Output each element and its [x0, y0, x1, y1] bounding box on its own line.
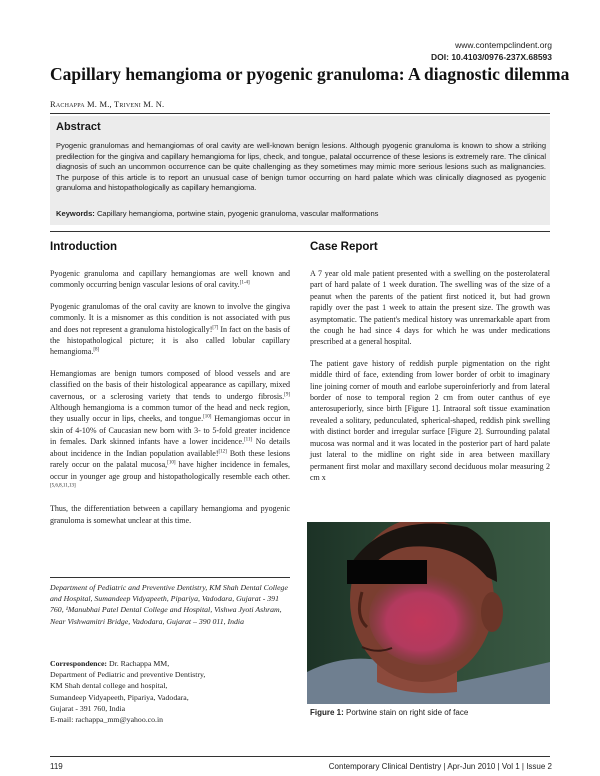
case-paragraph-1: A 7 year old male patient presented with a swelling on the posterolateral part of hard palate of 1 week duration. The swelling was of the size of a peanut when the parents of the patient first noticed it, but had grown rapidly over the past 1 week to attain the present size. The growth was asymptomatic. The patient's medical history was unremarkable apart from the cough he had since 4 days for which he was under medications prescribed at a general hospital.	[310, 269, 550, 347]
case-report-body	[310, 268, 550, 493]
correspondence-line: Gujarat - 391 760, India	[50, 703, 126, 713]
intro-paragraph-4: Thus, the differentiation between a capillary hemangioma and pyogenic granuloma is somewhat unclear at this time.	[50, 504, 290, 525]
top-divider	[50, 113, 550, 114]
doi: DOI: 10.4103/0976-237X.68593	[431, 52, 552, 62]
figure-label: Figure 1:	[310, 708, 344, 717]
introduction-heading: Introduction	[50, 241, 118, 253]
journal-website: www.contempclindent.org	[455, 40, 552, 50]
page-number: 119	[50, 762, 63, 771]
affiliation-divider	[50, 577, 290, 578]
case-report-heading: Case Report	[310, 241, 378, 253]
correspondence-name: Dr. Rachappa MM,	[107, 659, 170, 668]
correspondence-line: KM Shah dental college and hospital,	[50, 681, 168, 691]
figure-1-photo	[307, 522, 550, 704]
figure-1-caption	[310, 708, 468, 717]
article-title: Capillary hemangioma or pyogenic granuloma: A diagnostic dilemma	[50, 64, 570, 84]
authors: Rachappa M. M., Triveni M. N.	[50, 99, 165, 109]
keywords-list: Capillary hemangioma, portwine stain, pyogenic granuloma, vascular malformations	[96, 209, 379, 218]
correspondence-label: Correspondence:	[50, 659, 108, 668]
correspondence-email: E-mail: rachappa_mm@yahoo.co.in	[50, 715, 164, 725]
affiliation: Department of Pediatric and Preventive Dentistry, KM Shah Dental College and Hospital, Sumandeep Vidyapeeth, Pipariya, Vadodara, Gujarat - 391 760, ¹Manubhai Patel Dental College and Hospital, Vishwa Jyoti Ashram, Near Vishwamitri Bridge, Vadodara, Gujarat – 390 011, India	[50, 583, 288, 626]
intro-paragraph-2: Pyogenic granulomas of the oral cavity are known to involve the gingiva commonly. It is a misnomer as this condition is not associated with pus and does not represent a granuloma histologically![7] In fact on the basis of the histopathological picture; it is also called lobular capillary hemangioma.[8]	[50, 301, 291, 357]
correspondence-line: Sumandeep Vidyapeeth, Pipariya, Vadodara,	[50, 692, 189, 702]
keywords-label: Keywords:	[56, 209, 95, 218]
footer-divider	[50, 756, 550, 757]
journal-citation: Contemporary Clinical Dentistry | Apr-Jun 2010 | Vol 1 | Issue 2	[328, 762, 552, 771]
case-paragraph-2: The patient gave history of reddish purple pigmentation on the right middle third of face, extending from lower border of orbit to imaginary line joining corner of mouth and earlobe superoinferiorly and from lateral border of nose to temporal region 2 cm from outer canthus of eye anterosuperiorly, since birth [Figure 1]. Intraoral soft tissue examination revealed a solitary, pedunculated, spherical-shaped, reddish pink swelling with distinct border and irregular surface [Figure 2]. Surrounding palatal mucosa was normal and it was located in the posterior part of hard palate just lateral to the midline on right side in area between maxillary permanent first molar and maxillary second deciduous molar measuring 2 cm x	[310, 358, 550, 482]
abstract-heading: Abstract	[56, 121, 101, 133]
figure-caption-text: Portwine stain on right side of face	[343, 708, 469, 717]
correspondence	[50, 658, 290, 725]
patient-face-image	[307, 522, 550, 704]
intro-paragraph-1: Pyogenic granuloma and capillary hemangiomas are well known and commonly occurring benign vascular lesions of oral cavity.[1-4]	[50, 269, 290, 290]
introduction-body	[50, 268, 290, 536]
abstract-divider	[50, 231, 550, 232]
correspondence-line: Department of Pediatric and preventive Dentistry,	[50, 670, 206, 680]
intro-paragraph-3: Hemangiomas are benign tumors composed of blood vessels and are classified on the basis of their histological appearance as capillary, mixed cavernous, or a sclerosing variety that tends to undergo fibrosis.[9] Although hemangioma is a common tumor of the head and neck region, they usually occur in lips, cheeks, and tongue.[10] Hemangiomas occur in skin of 4-10% of Caucasian new born with 3- to 5-fold greater incidence in females. Dark skinned infants have a lower incidence.[11] No details about incidence in the Indian population available![12] Both these lesions rarely occur on the palatal mucosa,[10] have higher incidence in females, occur in younger age group and histopathologically resemble each other.[5,6,8,11,13]	[50, 368, 291, 489]
abstract-text: Pyogenic granulomas and hemangiomas of oral cavity are well-known benign lesions. Although pyogenic granuloma is known to show a striking predilection for the gingiva and capillary hemangioma for lips, check, and tongue, palatal occurrence of these lesions is extremely rare. The clinical diagnosis of such an uncommon occurrence can be quite challenging as they sometimes may mimic more serious lesions such as malignancies. The purpose of this article is to report an unusual case of benign tumor occurring on hard palate which was clinically diagnosed as pyogenic granuloma and histopathologically as capillary hemangioma.	[56, 141, 546, 192]
keywords	[56, 209, 546, 218]
